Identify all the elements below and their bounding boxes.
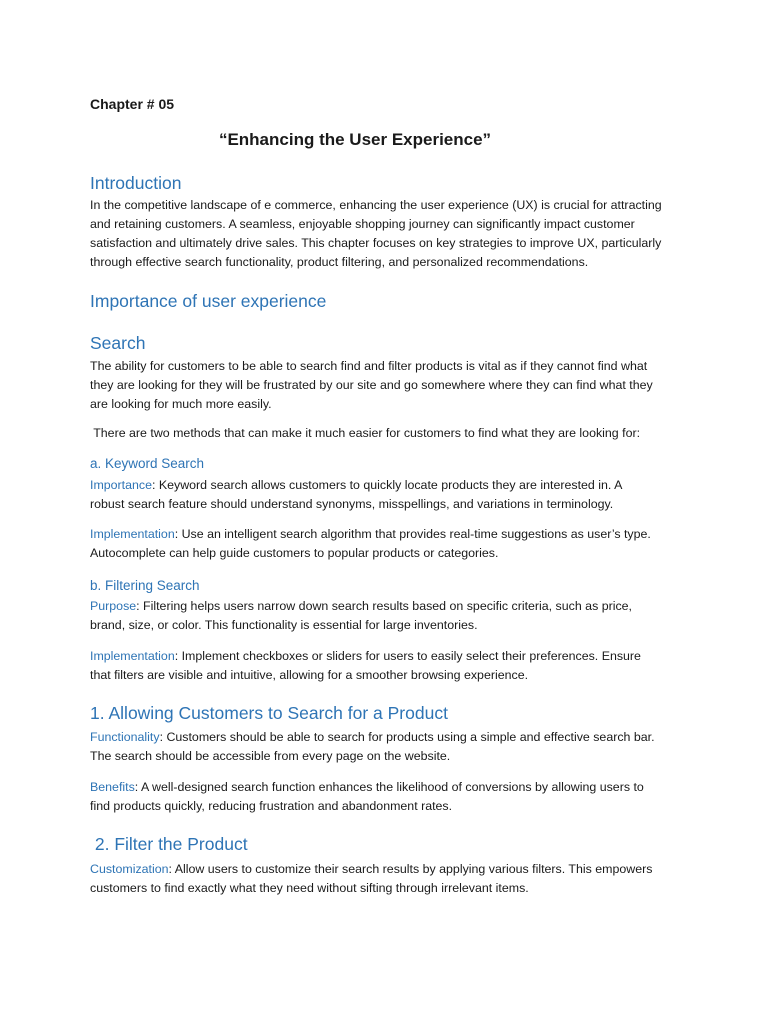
functionality-paragraph <box>90 728 690 766</box>
methods-line: There are two methods that can make it much easier for customers to find what they are looking for: <box>90 426 641 440</box>
importance-heading: Importance of user experience <box>90 291 327 311</box>
benefits-paragraph <box>90 778 690 816</box>
functionality-text-line: The search should be accessible from every page on the website. <box>90 749 451 763</box>
introduction-line: through effective search functionality, product filtering, and personalized recommendations. <box>90 255 589 269</box>
keyword-search-heading: a. Keyword Search <box>90 456 205 471</box>
document-title: “Enhancing the User Experience” <box>218 130 492 149</box>
functionality-label: Functionality <box>90 730 160 744</box>
customization-text-line: customers to find exactly what they need without sifting through irrelevant items. <box>90 881 529 895</box>
customization-text: : Allow users to customize their search results by applying various filters. This empowers <box>168 862 653 876</box>
implementation-label: Implementation <box>90 527 175 541</box>
introduction-line: and retaining customers. A seamless, enjoyable shopping journey can significantly impact customer <box>90 217 635 231</box>
filtering-search-heading: b. Filtering Search <box>90 578 200 593</box>
importance-text: : Keyword search allows customers to quickly locate products they are interested in. A <box>151 478 623 492</box>
implementation-label: Implementation <box>90 649 175 663</box>
benefits-text-line: find products quickly, reducing frustration and abandonment rates. <box>90 799 453 813</box>
filter-product-heading: 2. Filter the Product <box>90 834 248 854</box>
implementation-text: : Use an intelligent search algorithm that provides real-time suggestions as user’s type. <box>174 527 651 541</box>
benefits-text: : A well-designed search function enhances the likelihood of conversions by allowing users to <box>134 780 644 794</box>
implementation-text-line: that filters are visible and intuitive, allowing for a smoother browsing experience. <box>90 668 529 682</box>
benefits-label: Benefits <box>90 780 135 794</box>
search-line: are looking for much more easily. <box>90 397 272 411</box>
keyword-importance-paragraph <box>90 476 690 514</box>
customization-label: Customization <box>90 862 169 876</box>
functionality-text: : Customers should be able to search for products using a simple and effective search bar. <box>159 730 655 744</box>
customization-paragraph <box>90 860 690 898</box>
purpose-text: : Filtering helps users narrow down search results based on specific criteria, such as price, <box>136 599 632 613</box>
introduction-paragraph <box>90 196 690 272</box>
keyword-implementation-paragraph <box>90 525 690 563</box>
search-line: they are looking for they will be frustrated by our site and go somewhere where they can find what they <box>90 378 653 392</box>
search-line: The ability for customers to be able to search find and filter products is vital as if they cannot find what <box>90 359 648 373</box>
importance-text-line: robust search feature should understand synonyms, misspellings, and variations in terminology. <box>90 497 614 511</box>
implementation-text-line: Autocomplete can help guide customers to popular products or categories. <box>90 546 499 560</box>
chapter-label: Chapter # 05 <box>90 96 175 112</box>
filtering-implementation-paragraph <box>90 647 690 685</box>
purpose-text-line: brand, size, or color. This functionality is essential for large inventories. <box>90 618 478 632</box>
introduction-line: satisfaction and ultimately drive sales. This chapter focuses on key strategies to improve UX, particularly <box>90 236 662 250</box>
introduction-line: In the competitive landscape of e commerce, enhancing the user experience (UX) is crucial for attracting <box>90 198 662 212</box>
allowing-customers-heading: 1. Allowing Customers to Search for a Product <box>90 703 448 723</box>
search-paragraph <box>90 357 690 414</box>
purpose-label: Purpose <box>90 599 137 613</box>
filtering-purpose-paragraph <box>90 597 690 635</box>
implementation-text: : Implement checkboxes or sliders for users to easily select their preferences. Ensure <box>174 649 641 663</box>
search-heading: Search <box>90 333 146 353</box>
introduction-heading: Introduction <box>90 173 182 193</box>
importance-label: Importance <box>90 478 152 492</box>
